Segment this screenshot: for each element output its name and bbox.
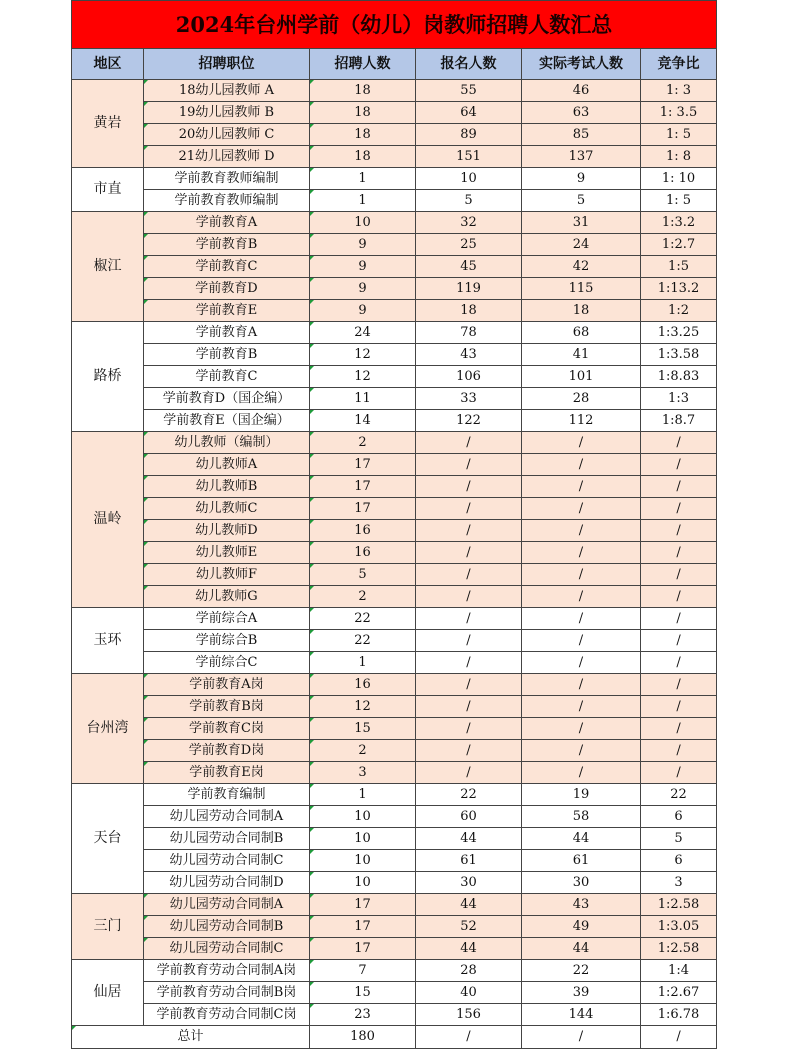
table-row <box>72 80 717 102</box>
applicant-count-cell: / <box>416 520 522 542</box>
table-title: 2024年台州学前（幼儿）岗教师招聘人数汇总 <box>72 1 717 49</box>
competition-ratio-cell: / <box>641 740 717 762</box>
table-row <box>72 520 717 542</box>
table-row <box>72 146 717 168</box>
position-cell: 学前教育A岗 <box>144 674 310 696</box>
exam-taker-count-cell: 39 <box>522 982 641 1004</box>
header-competition-ratio: 竞争比 <box>641 49 717 80</box>
exam-taker-count-cell: 63 <box>522 102 641 124</box>
recruit-count-cell: 17 <box>310 894 416 916</box>
competition-ratio-cell: / <box>641 630 717 652</box>
table-row <box>72 938 717 960</box>
position-cell: 幼儿教师G <box>144 586 310 608</box>
total-competition-ratio: / <box>641 1026 717 1049</box>
recruit-count-cell: 12 <box>310 366 416 388</box>
header-applicant-count: 报名人数 <box>416 49 522 80</box>
applicant-count-cell: / <box>416 454 522 476</box>
position-cell: 学前教育教师编制 <box>144 190 310 212</box>
position-cell: 幼儿园劳动合同制D <box>144 872 310 894</box>
table-row <box>72 872 717 894</box>
table-row <box>72 630 717 652</box>
recruit-count-cell: 10 <box>310 806 416 828</box>
recruit-count-cell: 10 <box>310 872 416 894</box>
position-cell: 19幼儿园教师 B <box>144 102 310 124</box>
recruit-count-cell: 16 <box>310 520 416 542</box>
region-cell: 路桥 <box>72 322 144 432</box>
competition-ratio-cell: / <box>641 520 717 542</box>
competition-ratio-cell: 1:6.78 <box>641 1004 717 1026</box>
applicant-count-cell: / <box>416 718 522 740</box>
competition-ratio-cell: 1:2.7 <box>641 234 717 256</box>
total-applicant-count: / <box>416 1026 522 1049</box>
competition-ratio-cell: 1:2.67 <box>641 982 717 1004</box>
applicant-count-cell: 61 <box>416 850 522 872</box>
table-row <box>72 300 717 322</box>
position-cell: 学前教育教师编制 <box>144 168 310 190</box>
table-row <box>72 608 717 630</box>
applicant-count-cell: / <box>416 564 522 586</box>
table-row <box>72 344 717 366</box>
region-cell: 三门 <box>72 894 144 960</box>
table-row <box>72 102 717 124</box>
exam-taker-count-cell: / <box>522 432 641 454</box>
table-row <box>72 696 717 718</box>
applicant-count-cell: / <box>416 762 522 784</box>
competition-ratio-cell: 1:13.2 <box>641 278 717 300</box>
competition-ratio-cell: 3 <box>641 872 717 894</box>
table-row <box>72 894 717 916</box>
recruit-count-cell: 1 <box>310 190 416 212</box>
position-cell: 学前教育A <box>144 212 310 234</box>
table-row <box>72 806 717 828</box>
table-row <box>72 388 717 410</box>
competition-ratio-cell: 1: 5 <box>641 124 717 146</box>
table-row <box>72 762 717 784</box>
exam-taker-count-cell: / <box>522 740 641 762</box>
recruit-count-cell: 17 <box>310 498 416 520</box>
recruit-count-cell: 7 <box>310 960 416 982</box>
recruit-count-cell: 9 <box>310 256 416 278</box>
recruit-count-cell: 12 <box>310 344 416 366</box>
competition-ratio-cell: 1:2 <box>641 300 717 322</box>
competition-ratio-cell: 1:8.83 <box>641 366 717 388</box>
competition-ratio-cell: 1: 5 <box>641 190 717 212</box>
table-body <box>72 80 717 1026</box>
position-cell: 18幼儿园教师 A <box>144 80 310 102</box>
recruit-count-cell: 15 <box>310 718 416 740</box>
position-cell: 幼儿教师E <box>144 542 310 564</box>
exam-taker-count-cell: / <box>522 564 641 586</box>
exam-taker-count-cell: 58 <box>522 806 641 828</box>
position-cell: 幼儿园劳动合同制C <box>144 850 310 872</box>
table-row <box>72 718 717 740</box>
recruit-count-cell: 16 <box>310 674 416 696</box>
total-row <box>72 1026 717 1049</box>
applicant-count-cell: 32 <box>416 212 522 234</box>
exam-taker-count-cell: 31 <box>522 212 641 234</box>
competition-ratio-cell: 1:8.7 <box>641 410 717 432</box>
position-cell: 幼儿教师D <box>144 520 310 542</box>
table-row <box>72 982 717 1004</box>
table-row <box>72 960 717 982</box>
recruit-count-cell: 1 <box>310 168 416 190</box>
exam-taker-count-cell: 30 <box>522 872 641 894</box>
competition-ratio-cell: 1:3 <box>641 388 717 410</box>
position-cell: 21幼儿园教师 D <box>144 146 310 168</box>
position-cell: 学前教育B <box>144 344 310 366</box>
header-exam-taker-count: 实际考试人数 <box>522 49 641 80</box>
recruit-count-cell: 2 <box>310 432 416 454</box>
position-cell: 学前教育E <box>144 300 310 322</box>
position-cell: 幼儿园劳动合同制A <box>144 894 310 916</box>
header-region: 地区 <box>72 49 144 80</box>
applicant-count-cell: 106 <box>416 366 522 388</box>
region-cell: 玉环 <box>72 608 144 674</box>
region-cell: 天台 <box>72 784 144 894</box>
applicant-count-cell: 44 <box>416 828 522 850</box>
competition-ratio-cell: 1:2.58 <box>641 938 717 960</box>
exam-taker-count-cell: 68 <box>522 322 641 344</box>
position-cell: 学前教育C <box>144 366 310 388</box>
recruit-count-cell: 23 <box>310 1004 416 1026</box>
applicant-count-cell: / <box>416 498 522 520</box>
table-row <box>72 498 717 520</box>
competition-ratio-cell: 1: 3.5 <box>641 102 717 124</box>
exam-taker-count-cell: 137 <box>522 146 641 168</box>
applicant-count-cell: / <box>416 696 522 718</box>
exam-taker-count-cell: 28 <box>522 388 641 410</box>
competition-ratio-cell: 5 <box>641 828 717 850</box>
competition-ratio-cell: / <box>641 652 717 674</box>
position-cell: 学前教育A <box>144 322 310 344</box>
applicant-count-cell: 64 <box>416 102 522 124</box>
applicant-count-cell: 40 <box>416 982 522 1004</box>
table-row <box>72 366 717 388</box>
applicant-count-cell: 119 <box>416 278 522 300</box>
table-row <box>72 586 717 608</box>
exam-taker-count-cell: 42 <box>522 256 641 278</box>
exam-taker-count-cell: / <box>522 476 641 498</box>
competition-ratio-cell: / <box>641 674 717 696</box>
competition-ratio-cell: 1:3.05 <box>641 916 717 938</box>
total-recruit-count: 180 <box>310 1026 416 1049</box>
exam-taker-count-cell: 144 <box>522 1004 641 1026</box>
applicant-count-cell: 18 <box>416 300 522 322</box>
recruit-count-cell: 17 <box>310 454 416 476</box>
applicant-count-cell: 25 <box>416 234 522 256</box>
competition-ratio-cell: 1: 8 <box>641 146 717 168</box>
applicant-count-cell: / <box>416 608 522 630</box>
recruit-count-cell: 9 <box>310 278 416 300</box>
recruit-count-cell: 17 <box>310 476 416 498</box>
table-row <box>72 828 717 850</box>
applicant-count-cell: 10 <box>416 168 522 190</box>
exam-taker-count-cell: / <box>522 696 641 718</box>
region-cell: 台州湾 <box>72 674 144 784</box>
region-cell: 黄岩 <box>72 80 144 168</box>
exam-taker-count-cell: 112 <box>522 410 641 432</box>
table-row <box>72 784 717 806</box>
exam-taker-count-cell: / <box>522 630 641 652</box>
recruit-count-cell: 10 <box>310 828 416 850</box>
recruit-count-cell: 11 <box>310 388 416 410</box>
position-cell: 学前教育B <box>144 234 310 256</box>
exam-taker-count-cell: 18 <box>522 300 641 322</box>
recruit-count-cell: 5 <box>310 564 416 586</box>
header-position: 招聘职位 <box>144 49 310 80</box>
recruit-count-cell: 3 <box>310 762 416 784</box>
exam-taker-count-cell: / <box>522 542 641 564</box>
competition-ratio-cell: / <box>641 432 717 454</box>
position-cell: 学前教育劳动合同制B岗 <box>144 982 310 1004</box>
position-cell: 幼儿园劳动合同制B <box>144 828 310 850</box>
applicant-count-cell: 55 <box>416 80 522 102</box>
table-row <box>72 322 717 344</box>
recruit-count-cell: 22 <box>310 608 416 630</box>
competition-ratio-cell: 6 <box>641 850 717 872</box>
recruit-count-cell: 2 <box>310 740 416 762</box>
competition-ratio-cell: 1:5 <box>641 256 717 278</box>
exam-taker-count-cell: / <box>522 454 641 476</box>
competition-ratio-cell: 1:3.2 <box>641 212 717 234</box>
exam-taker-count-cell: 85 <box>522 124 641 146</box>
applicant-count-cell: / <box>416 476 522 498</box>
exam-taker-count-cell: 46 <box>522 80 641 102</box>
exam-taker-count-cell: 101 <box>522 366 641 388</box>
position-cell: 幼儿园劳动合同制B <box>144 916 310 938</box>
position-cell: 学前教育B岗 <box>144 696 310 718</box>
table-row <box>72 168 717 190</box>
applicant-count-cell: 45 <box>416 256 522 278</box>
table-row <box>72 410 717 432</box>
competition-ratio-cell: 1: 3 <box>641 80 717 102</box>
applicant-count-cell: 28 <box>416 960 522 982</box>
exam-taker-count-cell: 22 <box>522 960 641 982</box>
competition-ratio-cell: / <box>641 696 717 718</box>
table-row <box>72 1004 717 1026</box>
exam-taker-count-cell: / <box>522 762 641 784</box>
table-row <box>72 674 717 696</box>
competition-ratio-cell: / <box>641 498 717 520</box>
position-cell: 学前教育劳动合同制A岗 <box>144 960 310 982</box>
position-cell: 学前综合B <box>144 630 310 652</box>
position-cell: 幼儿园劳动合同制C <box>144 938 310 960</box>
position-cell: 幼儿教师A <box>144 454 310 476</box>
position-cell: 学前教育D（国企编） <box>144 388 310 410</box>
competition-ratio-cell: / <box>641 542 717 564</box>
table-row <box>72 454 717 476</box>
table-row <box>72 476 717 498</box>
table-row <box>72 916 717 938</box>
exam-taker-count-cell: / <box>522 718 641 740</box>
position-cell: 幼儿教师B <box>144 476 310 498</box>
applicant-count-cell: 78 <box>416 322 522 344</box>
position-cell: 学前教育C岗 <box>144 718 310 740</box>
position-cell: 学前教育D岗 <box>144 740 310 762</box>
exam-taker-count-cell: / <box>522 586 641 608</box>
recruit-count-cell: 9 <box>310 234 416 256</box>
position-cell: 学前教育D <box>144 278 310 300</box>
recruit-count-cell: 1 <box>310 652 416 674</box>
competition-ratio-cell: / <box>641 586 717 608</box>
position-cell: 学前教育C <box>144 256 310 278</box>
applicant-count-cell: 151 <box>416 146 522 168</box>
applicant-count-cell: 52 <box>416 916 522 938</box>
recruitment-summary-table <box>71 0 717 1049</box>
competition-ratio-cell: / <box>641 476 717 498</box>
header-recruit-count: 招聘人数 <box>310 49 416 80</box>
competition-ratio-cell: / <box>641 608 717 630</box>
applicant-count-cell: 5 <box>416 190 522 212</box>
applicant-count-cell: 43 <box>416 344 522 366</box>
applicant-count-cell: 122 <box>416 410 522 432</box>
applicant-count-cell: 33 <box>416 388 522 410</box>
exam-taker-count-cell: 19 <box>522 784 641 806</box>
table-row <box>72 256 717 278</box>
position-cell: 幼儿教师F <box>144 564 310 586</box>
recruit-count-cell: 16 <box>310 542 416 564</box>
competition-ratio-cell: 1:4 <box>641 960 717 982</box>
table-row <box>72 740 717 762</box>
exam-taker-count-cell: 44 <box>522 938 641 960</box>
exam-taker-count-cell: 5 <box>522 190 641 212</box>
position-cell: 幼儿教师（编制） <box>144 432 310 454</box>
recruit-count-cell: 18 <box>310 102 416 124</box>
competition-ratio-cell: 1:2.58 <box>641 894 717 916</box>
applicant-count-cell: 44 <box>416 938 522 960</box>
region-cell: 仙居 <box>72 960 144 1026</box>
applicant-count-cell: 44 <box>416 894 522 916</box>
applicant-count-cell: 156 <box>416 1004 522 1026</box>
competition-ratio-cell: 22 <box>641 784 717 806</box>
exam-taker-count-cell: 9 <box>522 168 641 190</box>
applicant-count-cell: 22 <box>416 784 522 806</box>
table-row <box>72 652 717 674</box>
competition-ratio-cell: 1: 10 <box>641 168 717 190</box>
exam-taker-count-cell: / <box>522 520 641 542</box>
total-exam-taker-count: / <box>522 1026 641 1049</box>
table-row <box>72 212 717 234</box>
recruit-count-cell: 14 <box>310 410 416 432</box>
applicant-count-cell: 89 <box>416 124 522 146</box>
region-cell: 市直 <box>72 168 144 212</box>
exam-taker-count-cell: 49 <box>522 916 641 938</box>
recruit-count-cell: 24 <box>310 322 416 344</box>
applicant-count-cell: 30 <box>416 872 522 894</box>
recruit-count-cell: 2 <box>310 586 416 608</box>
total-label: 总计 <box>72 1026 310 1049</box>
table-row <box>72 850 717 872</box>
applicant-count-cell: / <box>416 586 522 608</box>
table-row <box>72 124 717 146</box>
competition-ratio-cell: / <box>641 762 717 784</box>
applicant-count-cell: 60 <box>416 806 522 828</box>
competition-ratio-cell: 6 <box>641 806 717 828</box>
table-row <box>72 542 717 564</box>
recruit-count-cell: 18 <box>310 124 416 146</box>
exam-taker-count-cell: / <box>522 498 641 520</box>
position-cell: 20幼儿园教师 C <box>144 124 310 146</box>
region-cell: 椒江 <box>72 212 144 322</box>
exam-taker-count-cell: 24 <box>522 234 641 256</box>
position-cell: 幼儿教师C <box>144 498 310 520</box>
competition-ratio-cell: / <box>641 718 717 740</box>
recruit-count-cell: 18 <box>310 80 416 102</box>
region-cell: 温岭 <box>72 432 144 608</box>
recruit-count-cell: 12 <box>310 696 416 718</box>
applicant-count-cell: / <box>416 432 522 454</box>
exam-taker-count-cell: 115 <box>522 278 641 300</box>
competition-ratio-cell: / <box>641 454 717 476</box>
position-cell: 学前教育E（国企编） <box>144 410 310 432</box>
exam-taker-count-cell: 41 <box>522 344 641 366</box>
applicant-count-cell: / <box>416 630 522 652</box>
table-row <box>72 278 717 300</box>
recruit-count-cell: 10 <box>310 212 416 234</box>
competition-ratio-cell: / <box>641 564 717 586</box>
recruit-count-cell: 1 <box>310 784 416 806</box>
recruit-count-cell: 15 <box>310 982 416 1004</box>
exam-taker-count-cell: / <box>522 608 641 630</box>
applicant-count-cell: / <box>416 652 522 674</box>
position-cell: 学前教育编制 <box>144 784 310 806</box>
exam-taker-count-cell: / <box>522 674 641 696</box>
exam-taker-count-cell: 61 <box>522 850 641 872</box>
position-cell: 学前综合A <box>144 608 310 630</box>
recruit-count-cell: 10 <box>310 850 416 872</box>
position-cell: 学前综合C <box>144 652 310 674</box>
recruit-count-cell: 17 <box>310 938 416 960</box>
position-cell: 幼儿园劳动合同制A <box>144 806 310 828</box>
competition-ratio-cell: 1:3.58 <box>641 344 717 366</box>
exam-taker-count-cell: 43 <box>522 894 641 916</box>
applicant-count-cell: / <box>416 740 522 762</box>
applicant-count-cell: / <box>416 674 522 696</box>
recruit-count-cell: 22 <box>310 630 416 652</box>
recruit-count-cell: 9 <box>310 300 416 322</box>
exam-taker-count-cell: 44 <box>522 828 641 850</box>
position-cell: 学前教育E岗 <box>144 762 310 784</box>
position-cell: 学前教育劳动合同制C岗 <box>144 1004 310 1026</box>
table-row <box>72 190 717 212</box>
table-row <box>72 432 717 454</box>
applicant-count-cell: / <box>416 542 522 564</box>
recruit-count-cell: 17 <box>310 916 416 938</box>
table-row <box>72 564 717 586</box>
competition-ratio-cell: 1:3.25 <box>641 322 717 344</box>
table-row <box>72 234 717 256</box>
recruit-count-cell: 18 <box>310 146 416 168</box>
exam-taker-count-cell: / <box>522 652 641 674</box>
